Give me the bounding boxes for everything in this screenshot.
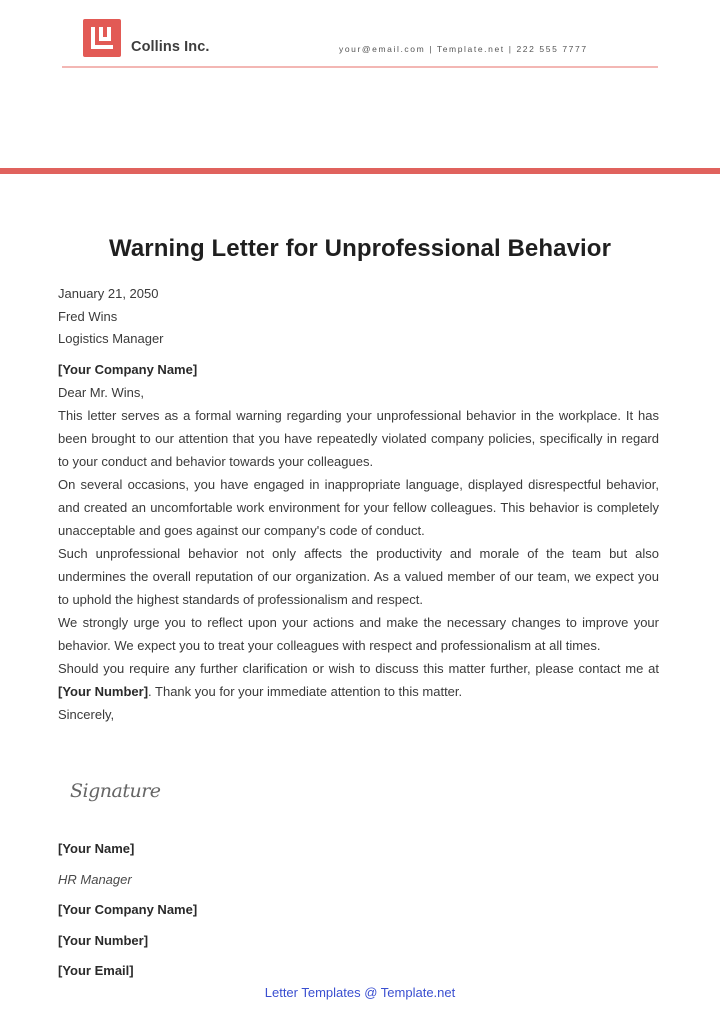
paragraph: Such unprofessional behavior not only affects the productivity and morale of the team but also undermines the overall reputation of our organization. As a valued member of our team, we expect you to uphold the highest standards of professionalism and respect. <box>58 546 659 608</box>
closing: Sincerely, <box>58 707 115 723</box>
recipient-name: Fred Wins <box>58 308 118 324</box>
header-divider <box>62 66 658 68</box>
letter-date: January 21, 2050 <box>58 286 159 301</box>
handwritten-signature: Signature <box>70 780 161 802</box>
paragraph: This letter serves as a formal warning regarding your unprofessional behavior in the workplace. It has been brought to our attention that you have repeatedly violated company policies, specifically in regard to your conduct and behavior towards your colleagues. <box>58 408 659 470</box>
recipient-title: Logistics Manager <box>58 331 164 347</box>
company-name: Collins Inc. <box>131 39 210 55</box>
signer-email: [Your Email] <box>58 963 134 978</box>
signer-role: HR Manager <box>58 871 132 887</box>
header-contact-info: your@email.com | Template.net | 222 555 7777 <box>339 44 588 54</box>
letter-body <box>58 283 659 726</box>
closing-paragraph <box>58 657 659 703</box>
signature-block <box>58 838 197 991</box>
company-logo-icon <box>83 19 121 57</box>
footer-link[interactable]: Letter Templates @ Template.net <box>264 985 456 1000</box>
letter-title: Warning Letter for Unprofessional Behavior <box>108 235 612 262</box>
signer-company: [Your Company Name] <box>58 902 198 917</box>
number-placeholder: [Your Number] <box>58 684 149 700</box>
closing-paragraph-end: . Thank you for your immediate attention to this matter. <box>148 684 463 700</box>
salutation: Dear Mr. Wins, <box>58 385 144 401</box>
accent-band <box>0 168 720 174</box>
paragraph: We strongly urge you to reflect upon your actions and make the necessary changes to improve your behavior. We expect you to treat your colleagues with respect and professionalism at all times. <box>58 615 659 654</box>
signer-name: [Your Name] <box>58 841 135 856</box>
closing-paragraph-text: Should you require any further clarification or wish to discuss this matter further, please contact me at <box>58 661 659 677</box>
signer-number: [Your Number] <box>58 932 149 948</box>
company-placeholder: [Your Company Name] <box>58 362 198 378</box>
paragraph: On several occasions, you have engaged in inappropriate language, displayed disrespectful behavior, and created an uncomfortable work environment for your fellow colleagues. This behavior is completely unacceptable and goes against our company's code of conduct. <box>58 477 659 539</box>
